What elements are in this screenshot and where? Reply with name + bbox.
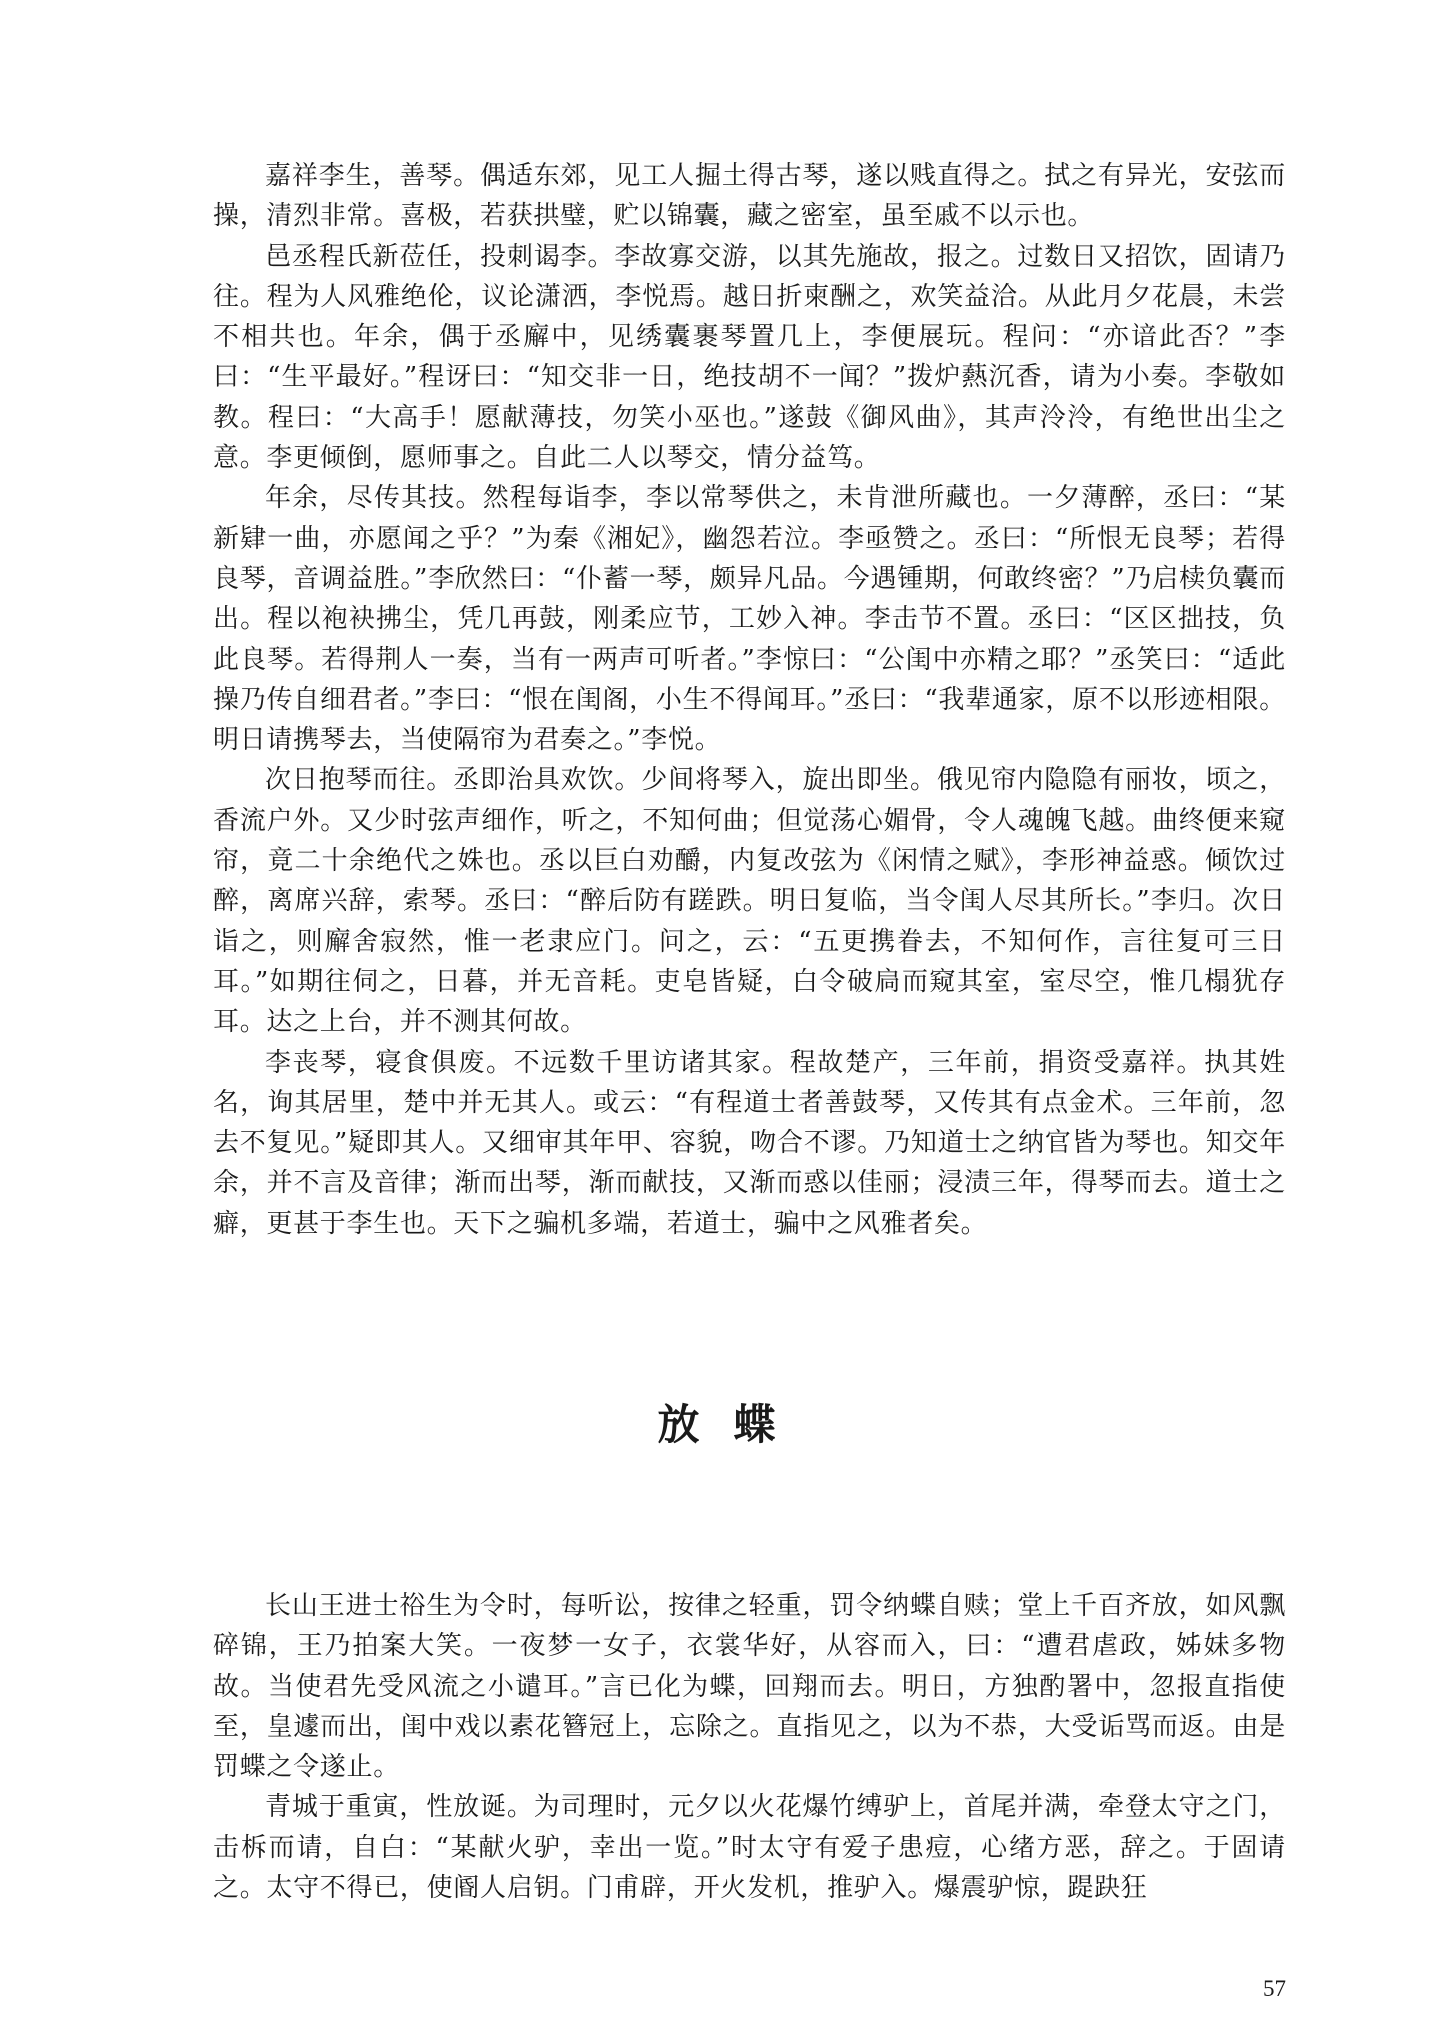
paragraph: 次日抱琴而往。丞即治具欢饮。少间将琴入，旋出即坐。俄见帘内隐隐有丽妆，顷之，香流户外。又少时弦声细作，听之，不知何曲；但觉荡心媚骨，令人魂魄飞越。曲终便来窥帘，竟二十余绝代之姝也。丞以巨白劝釂，内复改弦为《闲情之赋》，李形神益惑。倾饮过醉，离席兴辞，索琴。丞曰：“醉后防有蹉跌。明日复临，当令闺人尽其所长。”李归。次日诣之，则廨舍寂然，惟一老隶应门。问之，云：“五更携眷去，不知何作，言往复可三日耳。”如期往伺之，日暮，并无音耗。吏皂皆疑，白令破扃而窥其室，室尽空，惟几榻犹存耳。达之上台，并不测其何故。 <box>213 765 1286 1038</box>
paragraph: 李丧琴，寝食俱废。不远数千里访诸其家。程故楚产，三年前，捐资受嘉祥。执其姓名，询其居里，楚中并无其人。或云：“有程道士者善鼓琴，又传其有点金术。三年前，忽去不复见。”疑即其人。又细审其年甲、容貌，吻合不谬。乃知道士之纳官皆为琴也。知交年余，并不言及音律；渐而出琴，渐而献技，又渐而惑以佳丽；浸渍三年，得琴而去。道士之癖，更甚于李生也。天下之骗机多端，若道士，骗中之风雅者矣。 <box>213 1047 1286 1239</box>
paragraph: 年余，尽传其技。然程每诣李，李以常琴供之，未肯泄所藏也。一夕薄醉，丞曰：“某新肄一曲，亦愿闻之乎？”为秦《湘妃》，幽怨若泣。李亟赞之。丞曰：“所恨无良琴；若得良琴，音调益胜。”李欣然曰：“仆蓄一琴，颇异凡品。今遇锺期，何敢终密？”乃启椟负囊而出。程以袍袂拂尘，凭几再鼓，刚柔应节，工妙入神。李击节不置。丞曰：“区区拙技，负此良琴。若得荆人一奏，当有一两声可听者。”李惊曰：“公闺中亦精之耶？”丞笑曰：“适此操乃传自细君者。”李曰：“恨在闺阁，小生不得闻耳。”丞曰：“我辈通家，原不以形迹相限。明日请携琴去，当使隔帘为君奏之。”李悦。 <box>213 483 1286 756</box>
paragraph: 青城于重寅，性放诞。为司理时，元夕以火花爆竹缚驴上，首尾并满，牵登太守之门，击柝而请，自白：“某献火驴，幸出一览。”时太守有爱子患痘，心绪方恶，辞之。于固请之。太守不得已，使阍人启钥。门甫辟，开火发机，推驴入。爆震驴惊，踶趹狂 <box>213 1792 1286 1904</box>
paragraph: 长山王进士𥙿生为令时，每听讼，按律之轻重，罚令纳蝶自赎；堂上千百齐放，如风飘碎锦，王乃拍案大笑。一夜梦一女子，衣裳华好，从容而入，曰：“遭君虐政，姊妹多物故。当使君先受风流之小谴耳。”言已化为蝶，回翔而去。明日，方独酌署中，忽报直指使至，皇遽而出，闺中戏以素花簪冠上，忘除之。直指见之，以为不恭，大受诟骂而返。由是罚蝶之令遂止。 <box>213 1591 1286 1783</box>
paragraph: 嘉祥李生，善琴。偶适东郊，见工人掘土得古琴，遂以贱直得之。拭之有异光，安弦而操，清烈非常。喜极，若获拱璧，贮以锦囊，藏之密室，虽至戚不以示也。 <box>213 161 1286 232</box>
story-one-text <box>213 156 1286 1244</box>
story-title: 放蝶 <box>657 1400 810 1449</box>
paragraph: 邑丞程氏新莅任，投刺谒李。李故寡交游，以其先施故，报之。过数日又招饮，固请乃往。程为人风雅绝伦，议论潇洒，李悦焉。越日折柬酬之，欢笑益洽。从此月夕花晨，未尝不相共也。年余，偶于丞廨中，见绣囊裹琴置几上，李便展玩。程问：“亦谙此否？”李曰：“生平最好。”程讶曰：“知交非一日，绝技胡不一闻？”拨炉爇沉香，请为小奏。李敬如教。程曰：“大高手！愿献薄技，勿笑小巫也。”遂鼓《御风曲》，其声泠泠，有绝世出尘之意。李更倾倒，愿师事之。自此二人以琴交，情分益笃。 <box>213 241 1286 474</box>
page-number: 57 <box>1263 1976 1286 2001</box>
story-two-text <box>213 1586 1286 1908</box>
